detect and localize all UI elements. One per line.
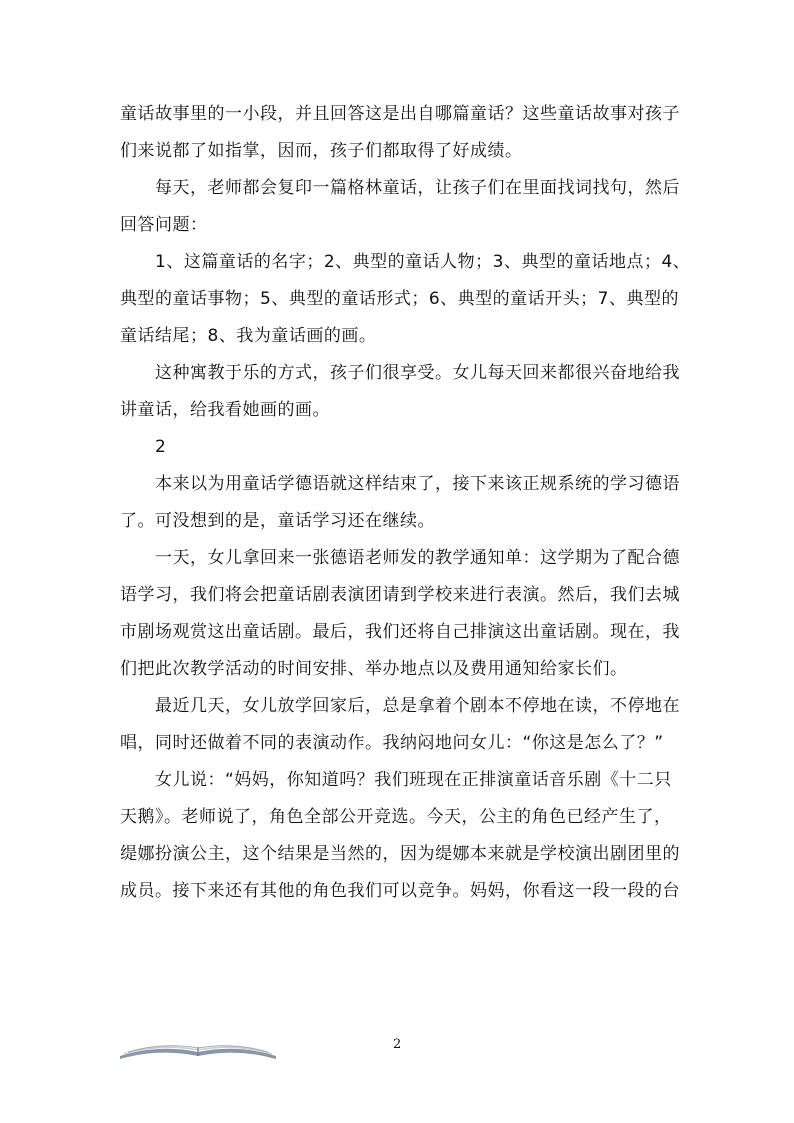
text-line: 市剧场观赏这出童话剧。最后，我们还将自己排演这出童话剧。现在，我 [120, 622, 680, 642]
text-line: 童话故事里的一小段，并且回答这是出自哪篇童话？这些童话故事对孩子 [120, 104, 680, 124]
page-number: 2 [393, 1037, 402, 1052]
text-line: 这种寓教于乐的方式，孩子们很享受。女儿每天回来都很兴奋地给我 [120, 363, 680, 383]
text-line: 了。可没想到的是，童话学习还在继续。 [120, 511, 435, 531]
text-line: 童话结尾；8、我为童话画的画。 [120, 326, 377, 346]
text-line: 回答问题： [120, 215, 208, 235]
text-line: 每天，老师都会复印一篇格林童话，让孩子们在里面找词找句，然后 [120, 178, 680, 198]
open-book-icon [118, 1036, 278, 1060]
text-line: 成员。接下来还有其他的角色我们可以竞争。妈妈，你看这一段一段的台 [120, 881, 680, 901]
text-line: 最近几天，女儿放学回家后，总是拿着个剧本不停地在读，不停地在 [120, 696, 680, 716]
text-line: 讲童话，给我看她画的画。 [120, 400, 330, 420]
text-line: 女儿说：“妈妈，你知道吗？我们班现在正排演童话音乐剧《十二只 [120, 770, 672, 790]
text-line: 语学习，我们将会把童话剧表演团请到学校来进行表演。然后，我们去城 [120, 585, 680, 605]
section-number: 2 [120, 437, 167, 457]
body-text [120, 96, 691, 910]
text-line: 缇娜扮演公主，这个结果是当然的，因为缇娜本来就是学校演出剧团里的 [120, 844, 680, 864]
text-line: 本来以为用童话学德语就这样结束了，接下来该正规系统的学习德语 [120, 474, 680, 494]
text-line: 唱，同时还做着不同的表演动作。我纳闷地问女儿：“你这是怎么了？” [120, 733, 664, 753]
text-line: 一天，女儿拿回来一张德语老师发的教学通知单：这学期为了配合德 [120, 548, 680, 568]
text-line: 1、这篇童话的名字；2、典型的童话人物；3、典型的童话地点；4、 [120, 252, 691, 272]
text-line: 们把此次教学活动的时间安排、举办地点以及费用通知给家长们。 [120, 659, 628, 679]
text-line: 天鹅》。老师说了，角色全部公开竞选。今天，公主的角色已经产生了， [120, 807, 672, 827]
text-line: 们来说都了如指掌，因而，孩子们都取得了好成绩。 [120, 141, 523, 161]
text-line: 典型的童话事物；5、典型的童话形式；6、典型的童话开头；7、典型的 [120, 289, 679, 309]
